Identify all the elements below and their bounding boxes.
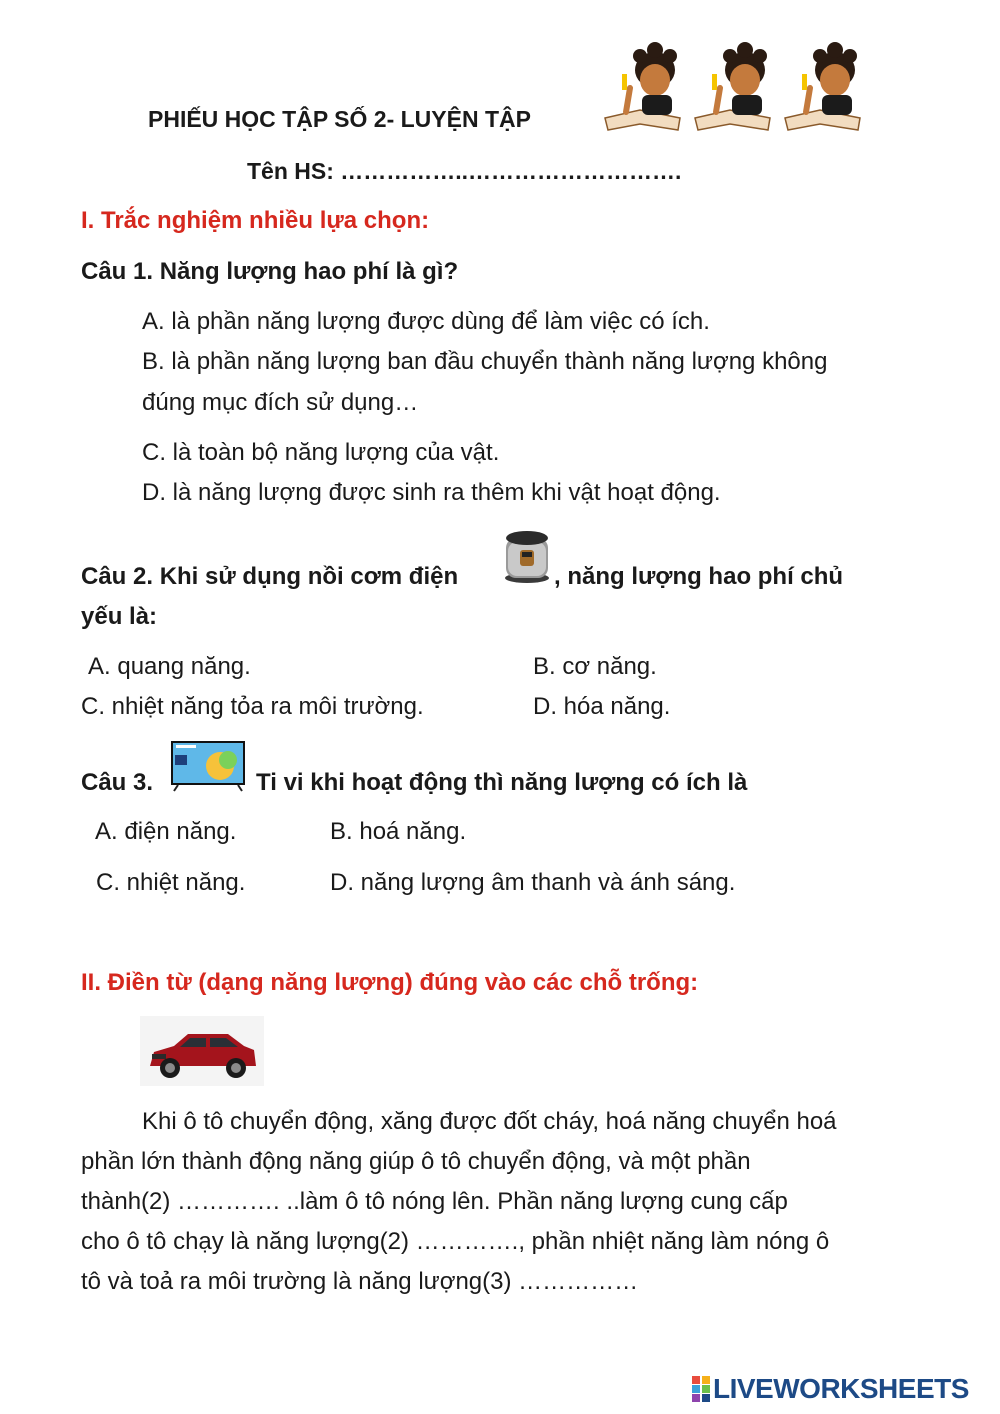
children-reading-illustration	[600, 40, 870, 135]
q1-option-d: D. là năng lượng được sinh ra thêm khi vật hoạt động.	[142, 479, 721, 506]
child-1	[605, 42, 680, 130]
student-name-line: Tên HS: ……………..……………………….	[247, 158, 682, 184]
liveworksheets-mark-icon	[692, 1376, 710, 1402]
question-1: Câu 1. Năng lượng hao phí là gì?	[81, 258, 459, 285]
child-3	[785, 42, 860, 130]
television-icon	[170, 740, 246, 792]
paragraph-line-4: cho ô tô chạy là năng lượng(2) …………., phần nhiệt năng làm nóng ô	[81, 1228, 830, 1255]
section-2-heading: II. Điền từ (dạng năng lượng) đúng vào các chỗ trống:	[81, 969, 699, 996]
paragraph-line-1: Khi ô tô chuyển động, xăng được đốt cháy, hoá năng chuyển hoá	[142, 1108, 837, 1135]
rice-cooker-icon	[502, 528, 552, 584]
q2-option-d: D. hóa năng.	[533, 693, 671, 720]
q2-option-c: C. nhiệt năng tỏa ra môi trường.	[81, 693, 424, 720]
question-2-line2: yếu là:	[81, 603, 158, 630]
liveworksheets-logo	[692, 1373, 969, 1405]
question-3-part1: Câu 3.	[81, 769, 154, 796]
worksheet-title: PHIẾU HỌC TẬP SỐ 2- LUYỆN TẬP	[148, 106, 531, 132]
q1-option-a: A. là phần năng lượng được dùng để làm việc có ích.	[142, 308, 710, 335]
q3-option-c: C. nhiệt năng.	[96, 869, 246, 896]
question-2-part2: , năng lượng hao phí chủ	[554, 563, 844, 590]
question-3-part2: Ti vi khi hoạt động thì năng lượng có ích là	[256, 769, 748, 796]
child-2	[695, 42, 770, 130]
q3-option-d: D. năng lượng âm thanh và ánh sáng.	[330, 869, 736, 896]
liveworksheets-logo-text: LIVEWORKSHEETS	[713, 1373, 969, 1404]
paragraph-line-2: phần lớn thành động năng giúp ô tô chuyển động, và một phần	[81, 1148, 751, 1175]
q1-option-b-line1: B. là phần năng lượng ban đầu chuyển thành năng lượng không	[142, 348, 828, 375]
section-1-heading: I. Trắc nghiệm nhiều lựa chọn:	[81, 207, 430, 234]
q2-option-a: A. quang năng.	[88, 653, 251, 680]
q3-option-b: B. hoá năng.	[330, 818, 467, 845]
question-2-part1: Câu 2. Khi sử dụng nồi cơm điện	[81, 563, 459, 590]
paragraph-line-5: tô và toả ra môi trường là năng lượng(3) ……………	[81, 1268, 639, 1295]
q1-option-c: C. là toàn bộ năng lượng của vật.	[142, 439, 500, 466]
car-image	[140, 1016, 264, 1086]
q1-option-b-line2: đúng mục đích sử dụng…	[142, 389, 419, 416]
q3-option-a: A. điện năng.	[95, 818, 237, 845]
q2-option-b: B. cơ năng.	[533, 653, 657, 680]
paragraph-line-3: thành(2) …………. ..làm ô tô nóng lên. Phần năng lượng cung cấp	[81, 1188, 788, 1215]
